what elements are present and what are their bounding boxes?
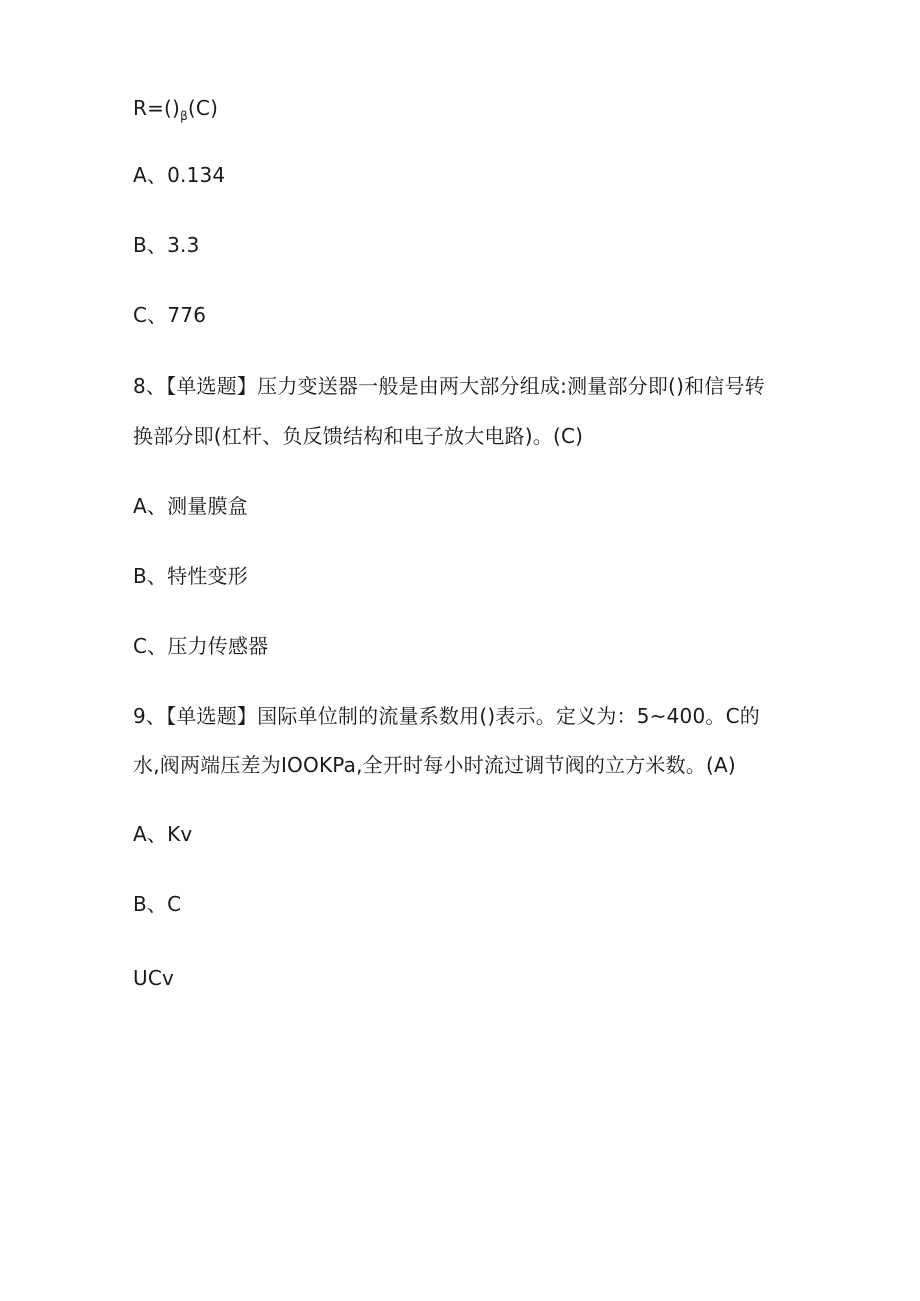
formula-prefix: R=()	[133, 96, 181, 120]
q9-stem-line1: 9、【单选题】国际单位制的流量系数用()表示。定义为：5~400。C的	[133, 704, 760, 728]
q9-stem-line2: 水,阀两端压差为IOOKPa,全开时每小时流过调节阀的立方米数。(A)	[133, 753, 736, 777]
prev-question-tail	[133, 96, 218, 123]
prev-option-a: A、0.134	[133, 163, 226, 187]
prev-option-c: C、776	[133, 303, 207, 327]
q8-option-b: B、特性变形	[133, 564, 248, 588]
q9-option-a: A、Kv	[133, 822, 193, 846]
q8-option-c: C、压力传感器	[133, 634, 269, 658]
q9-option-c: UCv	[133, 966, 175, 990]
prev-option-b: B、3.3	[133, 233, 200, 257]
q8-stem-line1: 8、【单选题】压力变送器一般是由两大部分组成:测量部分即()和信号转	[133, 374, 765, 398]
q9-option-b: B、C	[133, 892, 182, 916]
formula-subscript: β	[180, 109, 188, 123]
answer-marker: (C)	[187, 96, 219, 120]
q8-stem-line2: 换部分即(杠杆、负反馈结构和电子放大电路)。(C)	[133, 424, 584, 448]
q8-option-a: A、测量膜盒	[133, 494, 248, 518]
